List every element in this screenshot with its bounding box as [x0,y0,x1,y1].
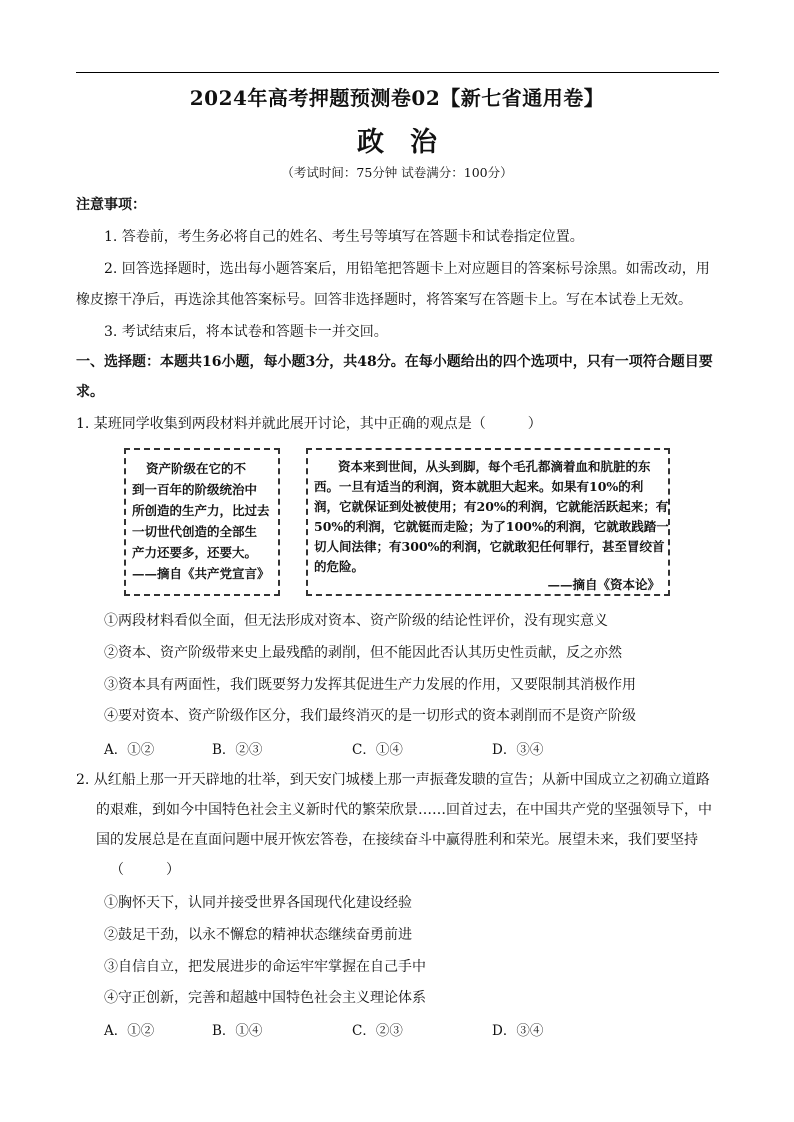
exam-info: （考试时间：75分钟 试卷满分：100分） [281,165,513,180]
material-1-source: ——摘自《共产党宣言》 [132,566,270,581]
notice-item-2-line-2: 橡皮擦干净后，再选涂其他答案标号。回答非选择题时，将答案写在答题卡上。写在本试卷上无效。 [76,292,692,308]
notice-item-3: 3. 考试结束后，将本试卷和答题卡一并交回。 [104,324,388,340]
header-rule [76,72,719,73]
q1-statement-2: ②资本、资产阶级带来史上最残酷的剥削，但不能因此否认其历史性贡献，反之亦然 [104,645,622,661]
notice-heading: 注意事项： [76,197,146,213]
q1-option-c[interactable]: C．①④ [352,742,403,758]
question-1-stem: 1. 某班同学收集到两段材料并就此展开讨论，其中正确的观点是（ ） [76,416,542,432]
notice-item-1: 1. 答卷前，考生务必将自己的姓名、考生号等填写在答题卡和试卷指定位置。 [104,229,584,245]
exam-title: 2024年高考押题预测卷02【新七省通用卷】 [189,86,605,110]
material-2-line: 50%的利润，它就铤而走险；为了100%的利润，它就敢践踏一 [314,519,669,534]
material-2-line: 资本来到世间，从头到脚，每个毛孔都滴着血和肮脏的东 [338,459,651,474]
q1-statement-4: ④要对资本、资产阶级作区分，我们最终消灭的是一切形式的资本剥削而不是资产阶级 [104,708,636,724]
question-2-line-1: 2. 从红船上那一开天辟地的壮举，到天安门城楼上那一声振聋发聩的宣告；从新中国成立之初确立道路 [76,772,710,788]
material-1-line: 所创造的生产力，比过去 [132,503,270,518]
q1-statement-3: ③资本具有两面性，我们既要努力发挥其促进生产力发展的作用，又要限制其消极作用 [104,677,636,693]
subject-title: 政治 [357,127,463,158]
material-2-line: 润，它就保证到处被使用；有20%的利润，它就能活跃起来；有 [314,499,669,514]
q1-option-a[interactable]: A．①② [104,742,155,758]
material-2-line: 的危险。 [314,559,365,574]
section-heading-line-1: 一、选择题：本题共16小题，每小题3分，共48分。在每小题给出的四个选项中，只有一项符合题目要 [76,354,713,370]
material-1-line: 资产阶级在它的不 [146,461,247,476]
material-box-2 [306,448,670,596]
section-heading-line-2: 求。 [76,384,104,400]
material-1-line: 到一百年的阶级统治中 [132,482,258,497]
material-box-1 [124,448,280,596]
q2-statement-4: ④守正创新，完善和超越中国特色社会主义理论体系 [104,990,426,1006]
q2-option-b[interactable]: B．①④ [212,1023,263,1039]
question-2-line-3: 国的发展总是在直面问题中展开恢宏答卷，在接续奋斗中赢得胜利和荣光。展望未来，我们要坚持 [96,832,698,848]
question-2-line-2: 的艰难，到如今中国特色社会主义新时代的繁荣欣景……回首过去，在中国共产党的坚强领导下，中 [96,802,712,818]
q2-option-c[interactable]: C．②③ [352,1023,403,1039]
material-1-line: 产力还要多，还要大。 [132,545,258,560]
material-2-line: 切人间法律；有300%的利润，它就敢犯任何罪行，甚至冒绞首 [314,539,665,554]
q2-option-a[interactable]: A．①② [104,1023,155,1039]
q2-statement-1: ①胸怀天下，认同并接受世界各国现代化建设经验 [104,895,412,911]
q2-statement-2: ②鼓足干劲，以永不懈怠的精神状态继续奋勇前进 [104,927,412,943]
material-1-line: 一切世代创造的全部生 [132,524,258,539]
q2-option-d[interactable]: D．③④ [492,1023,544,1039]
question-2-line-4: （ ） [110,862,180,878]
q1-option-d[interactable]: D．③④ [492,742,544,758]
q1-option-b[interactable]: B．②③ [212,742,263,758]
q2-statement-3: ③自信自立，把发展进步的命运牢牢掌握在自己手中 [104,959,426,975]
notice-item-2-line-1: 2. 回答选择题时，选出每小题答案后，用铅笔把答题卡上对应题目的答案标号涂黑。如需改动，用 [104,261,710,277]
material-2-line: 西。一旦有适当的利润，资本就胆大起来。如果有10%的利 [314,479,644,494]
q1-statement-1: ①两段材料看似全面，但无法形成对资本、资产阶级的结论性评价，没有现实意义 [104,613,608,629]
material-2-source: ——摘自《资本论》 [547,577,660,592]
